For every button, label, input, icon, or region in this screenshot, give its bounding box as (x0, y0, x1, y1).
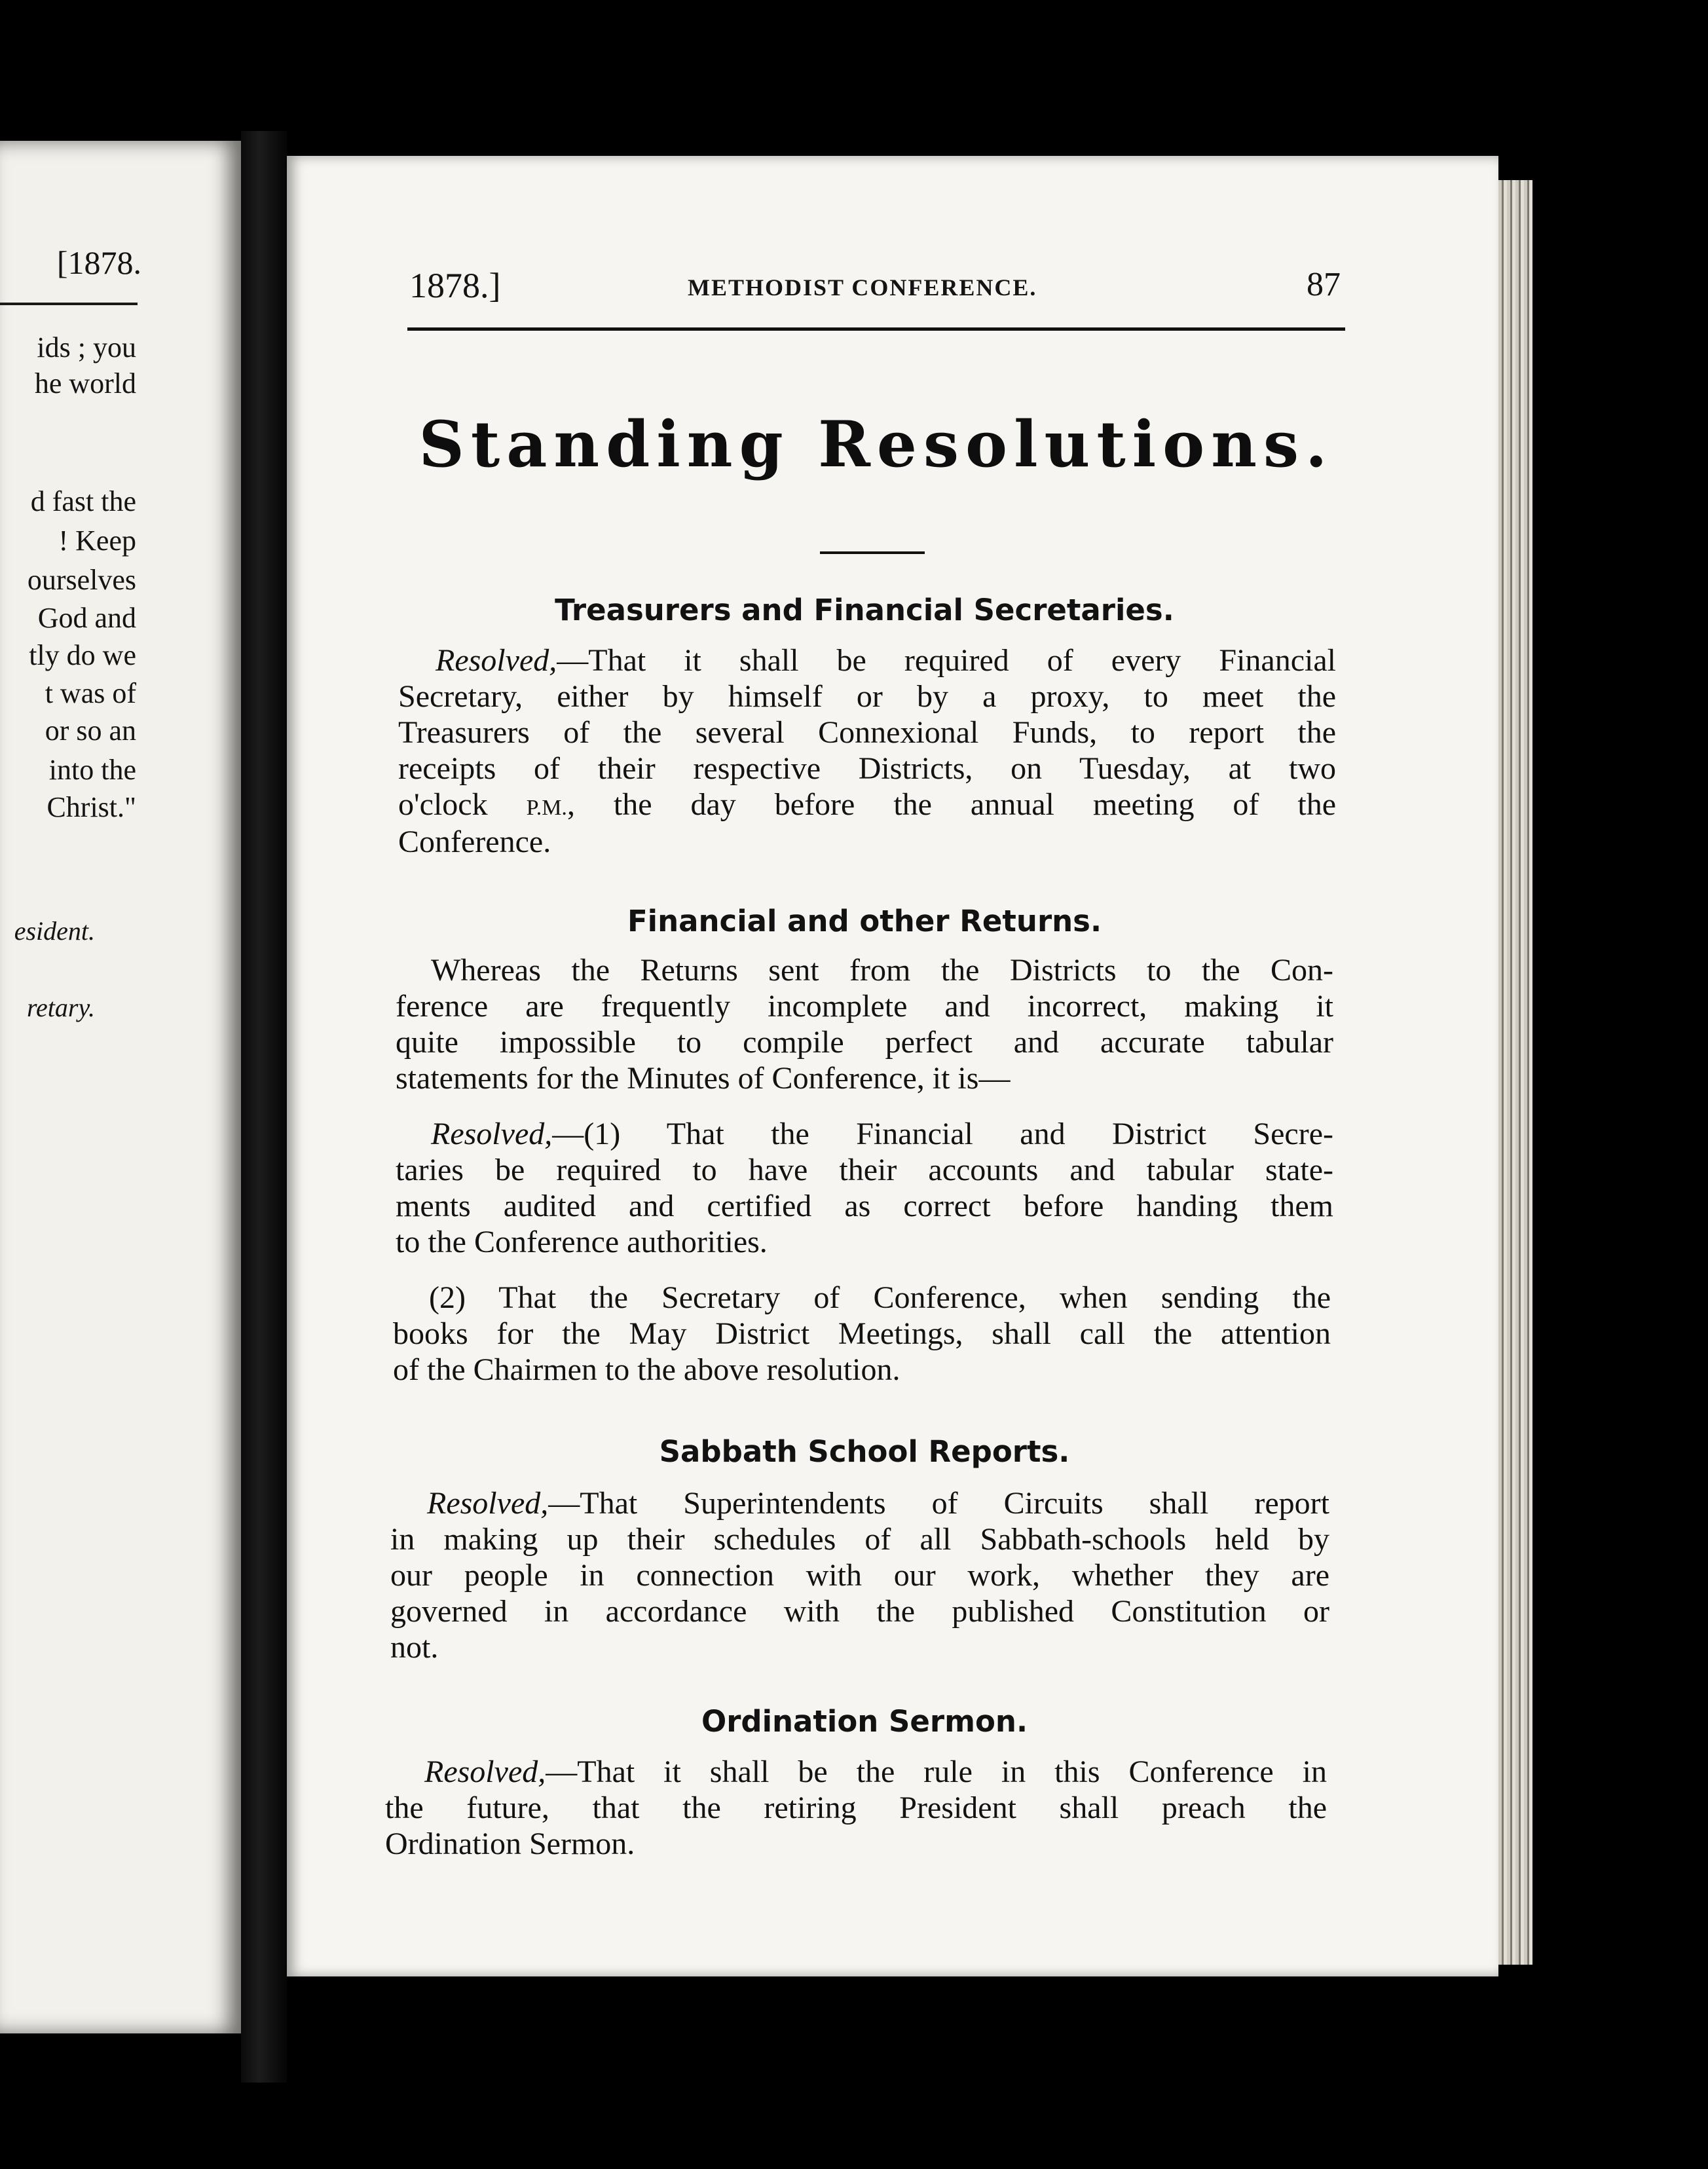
body-line: books for the May District Meetings, shall call the attention (393, 1316, 1331, 1351)
book-gutter (241, 131, 287, 2083)
left-page-line: ourselves (27, 564, 136, 596)
left-page-line: into the (48, 754, 136, 786)
body-line: quite impossible to compile perfect and accurate tabular (396, 1025, 1333, 1060)
body-line: our people in connection with our work, whether they are (390, 1558, 1329, 1593)
page-edges (1498, 180, 1532, 1965)
body-line: to the Conference authorities. (396, 1225, 768, 1259)
body-line: Whereas the Returns sent from the Districts to the Con- (431, 953, 1333, 988)
body-line: o'clock P.M., the day before the annual meeting of the (398, 787, 1336, 822)
body-line: Treasurers of the several Connexional Funds, to report the (398, 715, 1336, 750)
body-line: Secretary, either by himself or by a proxy, to meet the (398, 679, 1336, 714)
body-line: in making up their schedules of all Sabbath-schools held by (390, 1522, 1329, 1557)
left-facing-page (0, 141, 241, 2033)
section-heading: Treasurers and Financial Secretaries. (555, 593, 1174, 627)
left-page-signature: retary. (26, 993, 95, 1022)
body-line: taries be required to have their accounts and tabular state- (396, 1153, 1333, 1187)
page-number: 87 (1307, 266, 1341, 303)
body-line: Ordination Sermon. (385, 1826, 635, 1861)
left-page-line: God and (37, 602, 136, 634)
body-line: not. (390, 1630, 439, 1665)
body-line: Resolved,—That it shall be the rule in this Conference in (424, 1754, 1327, 1789)
left-page-line: ids ; you (37, 331, 136, 363)
left-page-line: he world (34, 367, 136, 399)
body-line: ments audited and certified as correct before handing them (396, 1189, 1333, 1223)
body-line: (2) That the Secretary of Conference, when sending the (429, 1280, 1331, 1315)
left-page-line: ! Keep (58, 525, 136, 557)
left-page-header-rule (0, 303, 138, 305)
section-heading: Financial and other Returns. (627, 904, 1102, 938)
body-line: of the Chairmen to the above resolution. (393, 1352, 900, 1387)
left-page-year: [1878. (56, 244, 141, 281)
section-heading: Ordination Sermon. (701, 1704, 1028, 1739)
left-page-line: or so an (45, 714, 136, 747)
page-title: Standing Resolutions. (418, 407, 1334, 481)
body-line: statements for the Minutes of Conference, it is— (396, 1061, 1011, 1096)
body-line: Resolved,—That Superintendents of Circuits shall report (427, 1486, 1329, 1521)
left-page-signature: esident. (14, 916, 95, 946)
left-page-line: tly do we (29, 639, 136, 671)
running-header-title: METHODIST CONFERENCE. (688, 274, 1037, 301)
body-line: governed in accordance with the published Constitution or (390, 1594, 1329, 1629)
body-line: ference are frequently incomplete and incorrect, making it (396, 989, 1333, 1024)
header-rule (407, 327, 1345, 331)
body-line: the future, that the retiring President shall preach the (385, 1790, 1327, 1825)
left-page-line: d fast the (30, 485, 136, 517)
body-line: Conference. (398, 825, 551, 859)
running-header-year: 1878.] (409, 266, 501, 305)
section-heading: Sabbath School Reports. (659, 1434, 1070, 1469)
left-page-line: Christ." (46, 791, 136, 823)
body-line: receipts of their respective Districts, on Tuesday, at two (398, 751, 1336, 786)
body-line: Resolved,—(1) That the Financial and District Secre- (431, 1117, 1333, 1151)
title-rule (820, 551, 925, 554)
left-page-line: t was of (45, 677, 136, 709)
body-line: Resolved,—That it shall be required of every Financial (436, 643, 1336, 678)
